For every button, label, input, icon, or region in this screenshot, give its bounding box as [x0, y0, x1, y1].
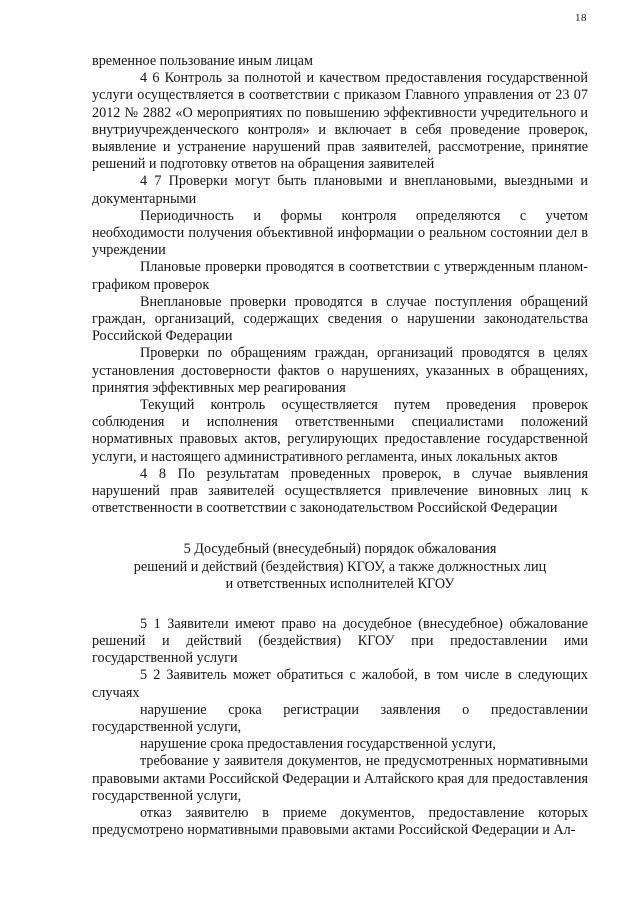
paragraph: Проверки по обращениям граждан, организаций проводятся в целях установления достоверности фактов о нарушениях, указанных в обращениях, принятия эффективных мер реагирования — [92, 345, 588, 396]
paragraph: Плановые проверки проводятся в соответствии с утвержденным планом-графиком проверок — [92, 259, 588, 293]
paragraph: 5 1 Заявители имеют право на досудебное (внесудебное) обжалование решений и действий (бездействия) КГОУ при предоставлении ими государственной услуги — [92, 615, 588, 667]
paragraph: временное пользование иным лицам — [92, 53, 313, 69]
section-5-paragraphs — [92, 616, 588, 840]
paragraph: 4 6 Контроль за полнотой и качеством предоставления государственной услуги осуществляется в соответствии с приказом Главного управления от 23 07 2012 № 2882 «О мероприятиях по повышению эффективности учредительного и внутриучрежденческого контроля» и включает в себя проведение проверок, выявление и устранение нарушений прав заявителей, рассмотрение, принятие решений и подготовку ответов на обращения заявителей — [92, 70, 588, 173]
document-body — [92, 53, 588, 839]
page-number: 18 — [575, 12, 587, 24]
paragraph: нарушение срока предоставления государственной услуги, — [140, 736, 496, 753]
paragraph: Периодичность и формы контроля определяются с учетом необходимости получения объективной информации о реальном состоянии дел в учреждении — [92, 207, 588, 259]
paragraph: 4 7 Проверки могут быть плановыми и внеплановыми, выездными и документарными — [92, 173, 588, 207]
paragraph: нарушение срока регистрации заявления о предоставлении государственной услуги, — [92, 701, 588, 735]
paragraph: 4 8 По результатам проведенных проверок, в случае выявления нарушений прав заявителей осуществляется привлечение виновных лиц к ответственности в соответствии с законодательством Российской Федерации — [92, 465, 588, 517]
paragraph: отказ заявителю в приеме документов, предоставление которых предусмотрено нормативными правовыми актами Российской Федерации и Ал- — [92, 804, 588, 839]
section-4-paragraphs — [92, 53, 588, 517]
section-heading-line: решений и действий (бездействия) КГОУ, а также должностных лиц — [133, 558, 547, 575]
paragraph: Текущий контроль осуществляется путем проведения проверок соблюдения и исполнения ответственными специалистами положений нормативных правовых актов, регулирующих предоставление государственной услуги, и настоящего административного регламента, иных локальных актов — [92, 397, 588, 465]
paragraph: 5 2 Заявитель может обратиться с жалобой, в том числе в следующих случаях — [92, 667, 588, 701]
section-heading-line: 5 Досудебный (внесудебный) порядок обжалования — [183, 541, 497, 558]
section-heading-line: и ответственных исполнителей КГОУ — [225, 576, 455, 593]
section-heading — [92, 541, 588, 593]
paragraph: требование у заявителя документов, не предусмотренных нормативными правовыми актами Российской Федерации и Алтайского края для предоставления государственной услуги, — [92, 753, 588, 804]
paragraph: Внеплановые проверки проводятся в случае поступления обращений граждан, организаций, содержащих сведения о нарушении законодательства Российской Федерации — [92, 293, 588, 345]
